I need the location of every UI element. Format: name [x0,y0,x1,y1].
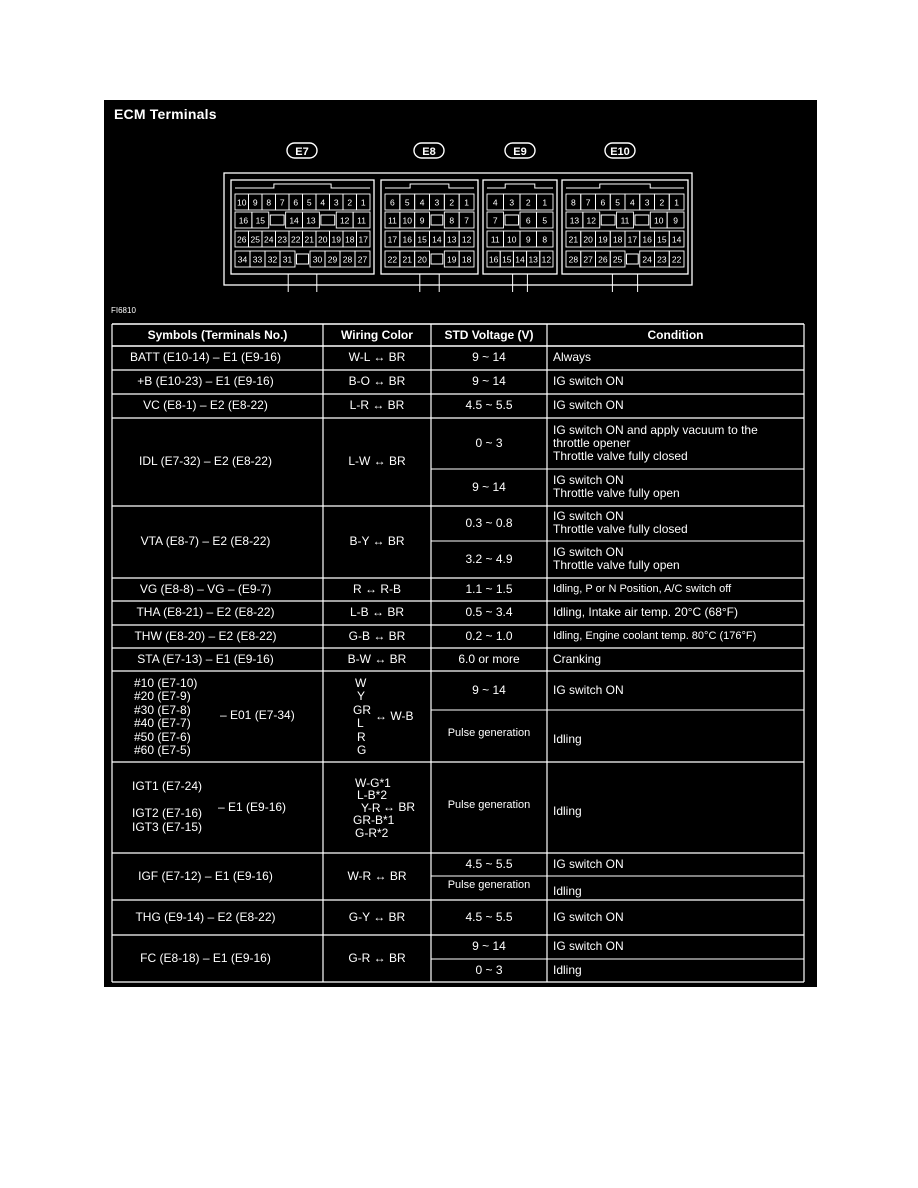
std-voltage-cell: 4.5 ~ 5.5 [465,856,513,871]
connector-name: E8 [422,146,436,158]
symbol-common: – E1 (E9-16) [218,799,287,814]
svg-text:16: 16 [238,215,249,226]
std-voltage-cell: 1.1 ~ 1.5 [465,581,513,596]
wiring-line: L-B*2 [357,788,388,802]
std-voltage-cell: 0.5 ~ 3.4 [465,605,513,619]
condition-cell: Cranking [553,651,602,666]
condition-cell: IG switch ON [553,374,624,388]
svg-text:7: 7 [585,197,591,208]
svg-text:16: 16 [642,234,652,245]
svg-text:7: 7 [492,215,498,226]
std-voltage-cell: 0.2 ~ 1.0 [465,628,513,643]
wiring-cell: B-Y ↔ BR [349,534,405,548]
svg-text:17: 17 [627,234,638,245]
svg-text:3: 3 [509,197,515,208]
svg-text:30: 30 [312,254,323,265]
svg-text:32: 32 [267,254,278,265]
wiring-line: R [357,729,366,744]
svg-text:21: 21 [304,234,314,245]
svg-text:20: 20 [318,234,328,245]
svg-text:6: 6 [600,197,606,208]
svg-text:2: 2 [659,197,665,208]
svg-text:21: 21 [568,234,579,245]
svg-text:23: 23 [657,254,667,265]
svg-text:20: 20 [583,234,593,245]
svg-text:15: 15 [417,234,427,245]
svg-text:29: 29 [327,254,338,265]
svg-text:13: 13 [569,215,580,226]
svg-text:17: 17 [387,234,398,245]
svg-text:18: 18 [461,254,472,265]
svg-text:10: 10 [402,215,412,226]
svg-text:31: 31 [282,254,293,265]
symbol-cell: IDL (E7-32) – E2 (E8-22) [139,454,272,468]
svg-text:22: 22 [671,254,682,265]
condition-line: IG switch ON and apply vacuum to the [553,422,758,437]
std-voltage-cell: 9 ~ 14 [472,682,506,697]
svg-text:22: 22 [291,234,301,245]
wiring-line: Y [357,689,366,704]
svg-text:3: 3 [333,197,339,208]
connector-name: E9 [513,146,527,158]
svg-text:7: 7 [464,215,469,226]
condition-cell: Always [553,350,592,364]
std-voltage-cell: 4.5 ~ 5.5 [465,398,513,412]
svg-text:10: 10 [507,234,517,245]
header-symbols: Symbols (Terminals No.) [147,328,288,342]
svg-text:8: 8 [266,197,272,208]
wiring-cell: B-W ↔ BR [347,651,407,666]
symbol-common: – E01 (E7-34) [220,707,295,722]
symbol-line: #10 (E7-10) [134,675,198,690]
header-condition: Condition [647,328,704,342]
svg-text:27: 27 [583,254,593,265]
svg-text:12: 12 [541,254,552,265]
svg-text:33: 33 [252,254,263,265]
svg-text:27: 27 [357,254,368,265]
svg-text:18: 18 [345,234,355,245]
svg-text:15: 15 [255,215,266,226]
svg-text:11: 11 [388,215,397,226]
condition-cell: Idling [553,884,582,898]
svg-text:23: 23 [277,234,287,245]
svg-text:5: 5 [615,197,620,208]
symbol-cell: STA (E7-13) – E1 (E9-16) [137,651,274,666]
svg-text:9: 9 [673,215,678,226]
svg-text:3: 3 [644,197,650,208]
svg-text:19: 19 [598,234,608,245]
svg-text:11: 11 [620,215,630,226]
svg-text:12: 12 [586,215,597,226]
svg-text:2: 2 [525,197,531,208]
condition-line: throttle opener [553,435,631,450]
wiring-line: GR [353,702,371,717]
wiring-line: W-G*1 [355,775,391,790]
connector-name: E7 [295,146,309,158]
symbol-cell: VG (E8-8) – VG – (E9-7) [139,581,272,596]
svg-text:9: 9 [419,215,425,226]
wiring-line: L [357,716,364,731]
condition-cell: IG switch ON [553,909,624,924]
condition-line: IG switch ON [553,545,624,559]
wiring-cell: R ↔ R-B [353,581,401,596]
svg-text:4: 4 [419,197,425,208]
std-voltage-cell: 4.5 ~ 5.5 [465,909,513,924]
svg-text:16: 16 [402,234,412,245]
svg-text:8: 8 [542,234,548,245]
symbol-cell: THG (E9-14) – E2 (E8-22) [135,909,276,924]
wiring-cell: L-B ↔ BR [349,605,404,619]
std-voltage-cell: 9 ~ 14 [472,374,506,388]
condition-cell: Idling, P or N Position, A/C switch off [553,582,732,595]
condition-cell: IG switch ON [553,939,624,953]
svg-text:13: 13 [306,215,316,226]
symbol-line: #20 (E7-9) [134,689,191,704]
svg-text:9: 9 [252,197,258,208]
svg-text:28: 28 [568,254,579,265]
symbol-line: #40 (E7-7) [134,716,191,731]
condition-cell: Idling, Intake air temp. 20°C (68°F) [553,605,739,619]
svg-text:5: 5 [404,197,410,208]
symbol-line: IGT2 (E7-16) [132,806,203,820]
symbol-line: #30 (E7-8) [134,702,191,717]
svg-text:11: 11 [490,234,500,245]
symbol-line: #50 (E7-6) [134,729,191,744]
condition-line: IG switch ON [553,473,624,487]
svg-text:25: 25 [250,234,260,245]
svg-text:4: 4 [630,197,635,208]
svg-text:3: 3 [434,197,440,208]
symbol-cell: VTA (E8-7) – E2 (E8-22) [140,534,271,548]
svg-text:16: 16 [488,254,499,265]
svg-text:10: 10 [237,197,247,208]
wiring-cell: G-Y ↔ BR [348,909,406,924]
condition-cell: IG switch ON [553,682,624,697]
svg-text:28: 28 [342,254,353,265]
symbol-cell: IGF (E7-12) – E1 (E9-16) [138,868,273,883]
condition-cell: IG switch ON [553,856,624,871]
svg-text:12: 12 [339,215,350,226]
wiring-common: ↔ BR [383,799,416,814]
symbol-cell: BATT (E10-14) – E1 (E9-16) [130,350,281,364]
svg-text:4: 4 [320,197,326,208]
svg-text:18: 18 [612,234,623,245]
svg-text:20: 20 [417,254,427,265]
wiring-common: ↔ W-B [375,708,414,723]
condition-line: Throttle valve fully closed [553,448,688,463]
svg-text:24: 24 [642,254,652,265]
svg-text:25: 25 [612,254,623,265]
symbol-cell: VC (E8-1) – E2 (E8-22) [143,398,268,412]
svg-text:1: 1 [674,197,679,208]
svg-text:14: 14 [671,234,682,245]
svg-text:13: 13 [528,254,538,265]
figure-id: FI6810 [111,306,136,315]
svg-text:26: 26 [237,234,247,245]
wiring-line: G-R*2 [355,825,389,840]
svg-text:21: 21 [402,254,412,265]
std-voltage-cell: 9 ~ 14 [472,350,506,364]
svg-text:8: 8 [571,197,576,208]
connector-name: E10 [610,146,630,158]
svg-text:9: 9 [525,234,531,245]
std-voltage-cell: Pulse generation [447,798,531,811]
svg-text:2: 2 [347,197,353,208]
wiring-cell: B-O ↔ BR [348,374,406,388]
std-voltage-cell: 0 ~ 3 [475,435,503,450]
svg-text:11: 11 [357,215,366,226]
svg-text:34: 34 [237,254,248,265]
wiring-cell: W-R ↔ BR [347,868,407,883]
std-voltage-cell: 9 ~ 14 [472,939,506,953]
svg-text:6: 6 [390,197,395,208]
symbol-cell: THW (E8-20) – E2 (E8-22) [134,628,277,643]
symbol-cell: THA (E8-21) – E2 (E8-22) [136,605,275,619]
svg-text:19: 19 [331,234,341,245]
symbol-line: IGT1 (E7-24) [132,779,203,793]
svg-text:8: 8 [449,215,455,226]
svg-text:1: 1 [464,197,469,208]
svg-text:12: 12 [461,234,472,245]
header-wiring-color: Wiring Color [341,328,413,342]
std-voltage-cell: 3.2 ~ 4.9 [465,551,513,566]
std-voltage-cell: Pulse generation [447,727,531,739]
svg-text:7: 7 [279,197,285,208]
symbol-line: IGT3 (E7-15) [132,820,203,834]
wiring-line: GR-B*1 [353,813,395,827]
svg-text:5: 5 [542,215,548,226]
condition-cell: Idling [553,962,582,977]
symbol-cell: FC (E8-18) – E1 (E9-16) [140,950,271,965]
svg-text:1: 1 [542,197,548,208]
condition-cell: IG switch ON [553,398,624,412]
svg-text:14: 14 [289,215,299,226]
svg-text:15: 15 [657,234,667,245]
svg-text:24: 24 [264,234,274,245]
std-voltage-cell: 0.3 ~ 0.8 [465,515,513,530]
condition-line: IG switch ON [553,509,624,523]
svg-text:14: 14 [515,254,525,265]
svg-text:5: 5 [306,197,312,208]
wiring-line: G [357,743,367,758]
condition-line: Throttle valve fully open [553,558,680,572]
svg-text:13: 13 [447,234,457,245]
wiring-cell: G-B ↔ BR [348,628,406,643]
svg-text:2: 2 [449,197,455,208]
wiring-cell: L-W ↔ BR [348,454,406,468]
svg-text:1: 1 [360,197,366,208]
svg-text:6: 6 [525,215,531,226]
wiring-line: Y-R [361,800,381,815]
header-std-voltage: STD Voltage (V) [444,328,534,342]
wiring-cell: W-L ↔ BR [348,350,406,364]
wiring-cell: L-R ↔ BR [349,398,405,412]
std-voltage-cell: Pulse generation [447,879,531,891]
condition-cell: Idling [553,803,582,818]
condition-cell: Idling [553,732,582,746]
std-voltage-cell: 0 ~ 3 [475,962,503,977]
condition-line: Throttle valve fully closed [553,522,688,536]
wiring-line: W [355,675,367,690]
page-title: ECM Terminals [114,106,217,122]
svg-text:22: 22 [387,254,398,265]
std-voltage-cell: 6.0 or more [458,651,520,666]
svg-text:26: 26 [598,254,608,265]
svg-text:17: 17 [358,234,368,245]
svg-text:15: 15 [502,254,512,265]
svg-text:10: 10 [653,215,664,226]
condition-line: Throttle valve fully open [553,486,680,500]
symbol-cell: +B (E10-23) – E1 (E9-16) [137,374,274,388]
svg-text:14: 14 [432,234,442,245]
svg-text:4: 4 [492,197,498,208]
symbol-line: #60 (E7-5) [134,743,191,758]
condition-cell: Idling, Engine coolant temp. 80°C (176°F) [553,629,757,642]
std-voltage-cell: 9 ~ 14 [472,479,506,494]
svg-text:6: 6 [293,197,299,208]
wiring-cell: G-R ↔ BR [348,950,406,965]
svg-text:19: 19 [447,254,457,265]
ecm-terminals-panel [104,100,817,987]
